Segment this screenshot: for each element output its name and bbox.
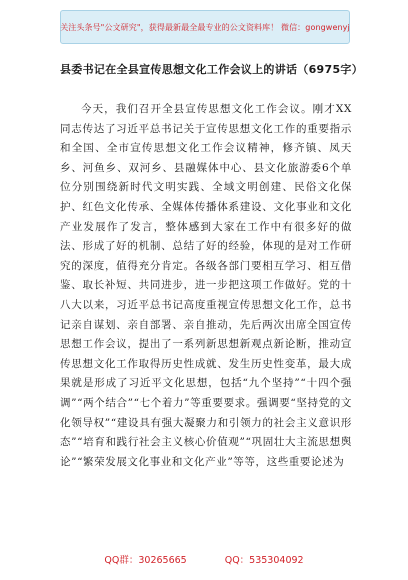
footer	[0, 552, 408, 566]
body-paragraph: 今天，我们召开全县宣传思想文化工作会议。刚才XX同志传达了习近平总书记关于宣传思想文化工作的重要指示和全国、全市宣传思想文化工作会议精神，修齐镇、凤天乡、河鱼乡、双河乡、县融媒体中心、县文化旅游委6个单位分别围绕新时代文明实践、全域文明创建、民俗文化保护、红色文化传承、全媒体传播体系建设、文化事业和文化产业发展作了发言，整体感到大家在工作中有很多好的做法、形成了好的机制、总结了好的经验，体现的是对工作研究的深度，值得充分肯定。各级各部门要相互学习、相互借鉴、取长补短、共同进步，进一步把这项工作做好。党的十八大以来，习近平总书记高度重视宣传思想文化工作，总书记亲自谋划、亲自部署、亲自推动，先后两次出席全国宣传思想工作会议，提出了一系列新思想新观点新论断，推动宣传思想文化工作取得历史性成就、发生历史性变革，最大成果就是形成了习近平文化思想，包括“九个坚持”“十四个强调”“两个结合”“七个着力”等重要要求。强调要“坚持党的文化领导权”“建设具有强大凝聚力和引领力的社会主义意识形态”“培育和践行社会主义核心价值观”“巩固壮大主流思想舆论”“繁荣发展文化事业和文化产业”等等，这些重要论述为	[60, 103, 352, 468]
footer-qq-group: QQ群：30265665	[104, 555, 187, 566]
banner-text: 关注头条号"公文研究"，获得最新最全最专业的公文资料库！ 微信：gongwenyj	[60, 22, 350, 32]
header-banner	[60, 10, 350, 44]
footer-qq: QQ：535304092	[224, 555, 304, 566]
document-title: 县委书记在全县宣传思想文化工作会议上的讲话（6975字）	[60, 63, 364, 76]
